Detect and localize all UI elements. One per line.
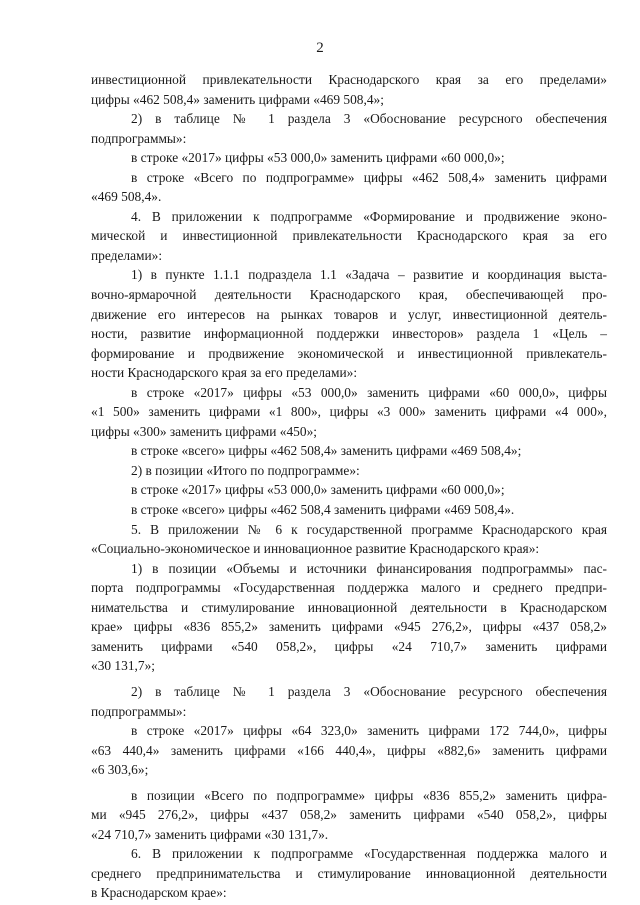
text-line: порта подпрограммы «Государственная поддержка малого и среднего предпри-: [91, 580, 607, 596]
paragraph: [91, 721, 607, 780]
text-line: среднего предпринимательства и стимулирование инновационной деятельности: [91, 865, 607, 881]
text-line: 4. В приложении к подпрограмме «Формирование и продвижение эконо-: [131, 208, 607, 224]
text-line: в строке «2017» цифры «64 323,0» заменить цифрами 172 744,0», цифры: [131, 723, 607, 739]
text-line: вочно-ярмарочной деятельности Краснодарского края, обеспечивающей про-: [91, 287, 607, 303]
paragraph: [91, 207, 607, 266]
paragraph: [91, 383, 607, 442]
text-line: цифры «462 508,4» заменить цифрами «469 508,4»;: [91, 91, 384, 107]
paragraph: [91, 682, 607, 721]
text-line: в позиции «Всего по подпрограмме» цифры «836 855,2» заменить цифра-: [131, 787, 607, 803]
paragraph: [91, 844, 607, 903]
text-line: инвестиционной привлекательности Краснодарского края за его пределами»: [91, 72, 607, 87]
paragraph: [91, 461, 607, 481]
text-line: крае» цифры «836 855,2» заменить цифрами «945 276,2», цифры «437 058,2»: [91, 619, 607, 635]
paragraph: [91, 441, 607, 461]
text-line: ми «945 276,2», цифры «437 058,2» заменить цифрами «540 058,2», цифры: [91, 807, 607, 823]
text-line: мической и инвестиционной привлекательности Краснодарского края за его: [91, 228, 607, 244]
text-line: в строке «всего» цифры «462 508,4» заменить цифрами «469 508,4»;: [131, 443, 522, 459]
text-line: цифры «300» заменить цифрами «450»;: [91, 423, 317, 439]
text-line: 1) в пункте 1.1.1 подраздела 1.1 «Задача – развитие и координация выста-: [131, 267, 607, 283]
paragraph: [91, 559, 607, 676]
text-line: пределами»:: [91, 247, 163, 263]
text-line: «1 500» заменить цифрами «1 800», цифры «3 000» заменить цифрами «4 000»,: [91, 404, 607, 420]
text-line: подпрограммы»:: [91, 130, 187, 146]
paragraph: [91, 480, 607, 500]
paragraph: [91, 786, 607, 845]
paragraph: [91, 70, 607, 109]
text-line: «30 131,7»;: [91, 658, 155, 674]
paragraph: [91, 148, 607, 168]
text-line: «Социально-экономическое и инновационное развитие Краснодарского края»:: [91, 541, 540, 557]
text-line: в строке «2017» цифры «53 000,0» заменить цифрами «60 000,0»;: [131, 482, 505, 498]
text-line: в строке «2017» цифры «53 000,0» заменить цифрами «60 000,0»;: [131, 150, 505, 166]
paragraph: [91, 500, 607, 520]
paragraph: [91, 265, 607, 382]
text-line: «469 508,4».: [91, 189, 162, 205]
page-number: 2: [316, 40, 324, 56]
text-line: формирование и продвижение экономической и инвестиционной привлекатель-: [91, 345, 607, 361]
text-line: «6 303,6»;: [91, 762, 149, 778]
text-line: 2) в таблице № 1 раздела 3 «Обоснование ресурсного обеспечения: [131, 111, 607, 127]
text-line: в строке «всего» цифры «462 508,4 заменить цифрами «469 508,4».: [131, 502, 515, 518]
text-line: заменить цифрами «540 058,2», цифры «24 710,7» заменить цифрами: [91, 638, 607, 654]
text-line: нимательства и стимулирование инновационной деятельности в Краснодарском: [91, 599, 607, 615]
text-line: в строке «Всего по подпрограмме» цифры «462 508,4» заменить цифрами: [131, 169, 607, 185]
paragraph: [91, 109, 607, 148]
text-line: ности Краснодарского края за его пределами»:: [91, 365, 358, 381]
text-line: движение его интересов на рынках товаров и услуг, инвестиционной деятель-: [91, 306, 607, 322]
text-line: 5. В приложении № 6 к государственной программе Краснодарского края: [131, 521, 607, 537]
paragraph: [91, 520, 607, 559]
text-line: 6. В приложении к подпрограмме «Государственная поддержка малого и: [131, 846, 607, 862]
text-line: подпрограммы»:: [91, 703, 187, 719]
text-line: «24 710,7» заменить цифрами «30 131,7».: [91, 826, 329, 842]
paragraph: [91, 168, 607, 207]
text-line: 2) в позиции «Итого по подпрограмме»:: [131, 462, 360, 478]
text-line: 2) в таблице № 1 раздела 3 «Обоснование ресурсного обеспечения: [131, 683, 607, 699]
text-line: 1) в позиции «Объемы и источники финансирования подпрограммы» пас-: [131, 560, 607, 576]
text-line: в Краснодарском крае»:: [91, 885, 227, 901]
text-line: «63 440,4» заменить цифрами «166 440,4», цифры «882,6» заменить цифрами: [91, 742, 607, 758]
document-body: [91, 70, 607, 903]
text-line: ности, развитие информационной поддержки инвесторов» раздела 1 «Цель –: [91, 326, 607, 342]
text-line: в строке «2017» цифры «53 000,0» заменить цифрами «60 000,0», цифры: [131, 384, 607, 400]
